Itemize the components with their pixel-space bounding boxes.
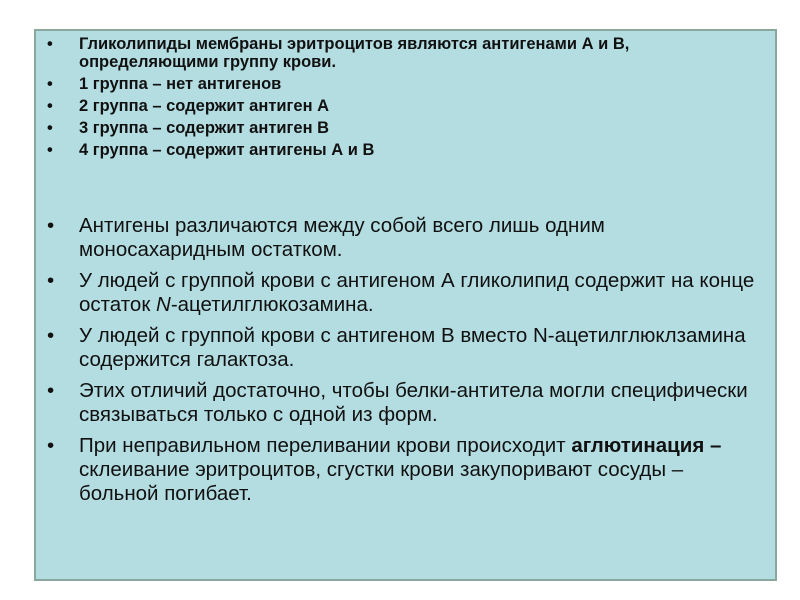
list-item-text <box>79 269 754 316</box>
text-segment: -ацетилглюкозамина. <box>170 293 374 316</box>
text-segment: При неправильном переливании крови происходит <box>79 434 572 457</box>
list-item <box>36 324 775 372</box>
bullet-icon: • <box>47 141 53 159</box>
list-item-text: 4 группа – содержит антигены А и В <box>79 141 375 159</box>
slide-content-box <box>34 29 777 581</box>
list-item-text: Антигены различаются между собой всего лишь одним моносахаридным остатком. <box>79 214 605 261</box>
list-item <box>36 97 775 115</box>
bullet-icon: • <box>47 434 55 457</box>
list-item <box>36 141 775 159</box>
bold-term: аглютинация – <box>571 434 722 457</box>
bullet-icon: • <box>47 75 53 93</box>
list-item-text: У людей с группой крови с антигеном В вместо N-ацетилглюклзамина содержится галактоза. <box>79 324 746 371</box>
list-item-text: 1 группа – нет антигенов <box>79 75 282 93</box>
list-item <box>36 269 775 317</box>
bullet-icon: • <box>47 35 53 53</box>
list-item <box>36 434 775 506</box>
bullet-icon: • <box>47 269 55 292</box>
list-item-text: Этих отличий достаточно, чтобы белки-антитела могли специфически связываться только с одной из форм. <box>79 379 748 426</box>
list-item-text: 3 группа – содержит антиген В <box>79 119 330 137</box>
bullet-icon: • <box>47 324 55 347</box>
list-item <box>36 35 775 71</box>
list-item <box>36 379 775 427</box>
text-segment: склеивание эритроцитов, сгустки крови закупоривают сосуды – больной погибает. <box>79 458 684 505</box>
bullet-icon: • <box>47 214 55 237</box>
bullet-icon: • <box>47 97 53 115</box>
italic-letter: N <box>156 293 171 316</box>
bullet-icon: • <box>47 379 55 402</box>
list-item <box>36 119 775 137</box>
list-item-text: Гликолипиды мембраны эритроцитов являются антигенами А и В, определяющими группу крови. <box>79 35 630 71</box>
text-segment: У людей с группой крови с антигеном А гликолипид содержит на конце остаток <box>79 269 755 316</box>
list-item-text: 2 группа – содержит антиген А <box>79 97 330 115</box>
bullet-icon: • <box>47 119 53 137</box>
list-item-text <box>79 434 721 505</box>
antigen-explanation-list <box>36 214 775 513</box>
blood-group-list <box>36 35 775 163</box>
list-item <box>36 214 775 262</box>
list-item <box>36 75 775 93</box>
